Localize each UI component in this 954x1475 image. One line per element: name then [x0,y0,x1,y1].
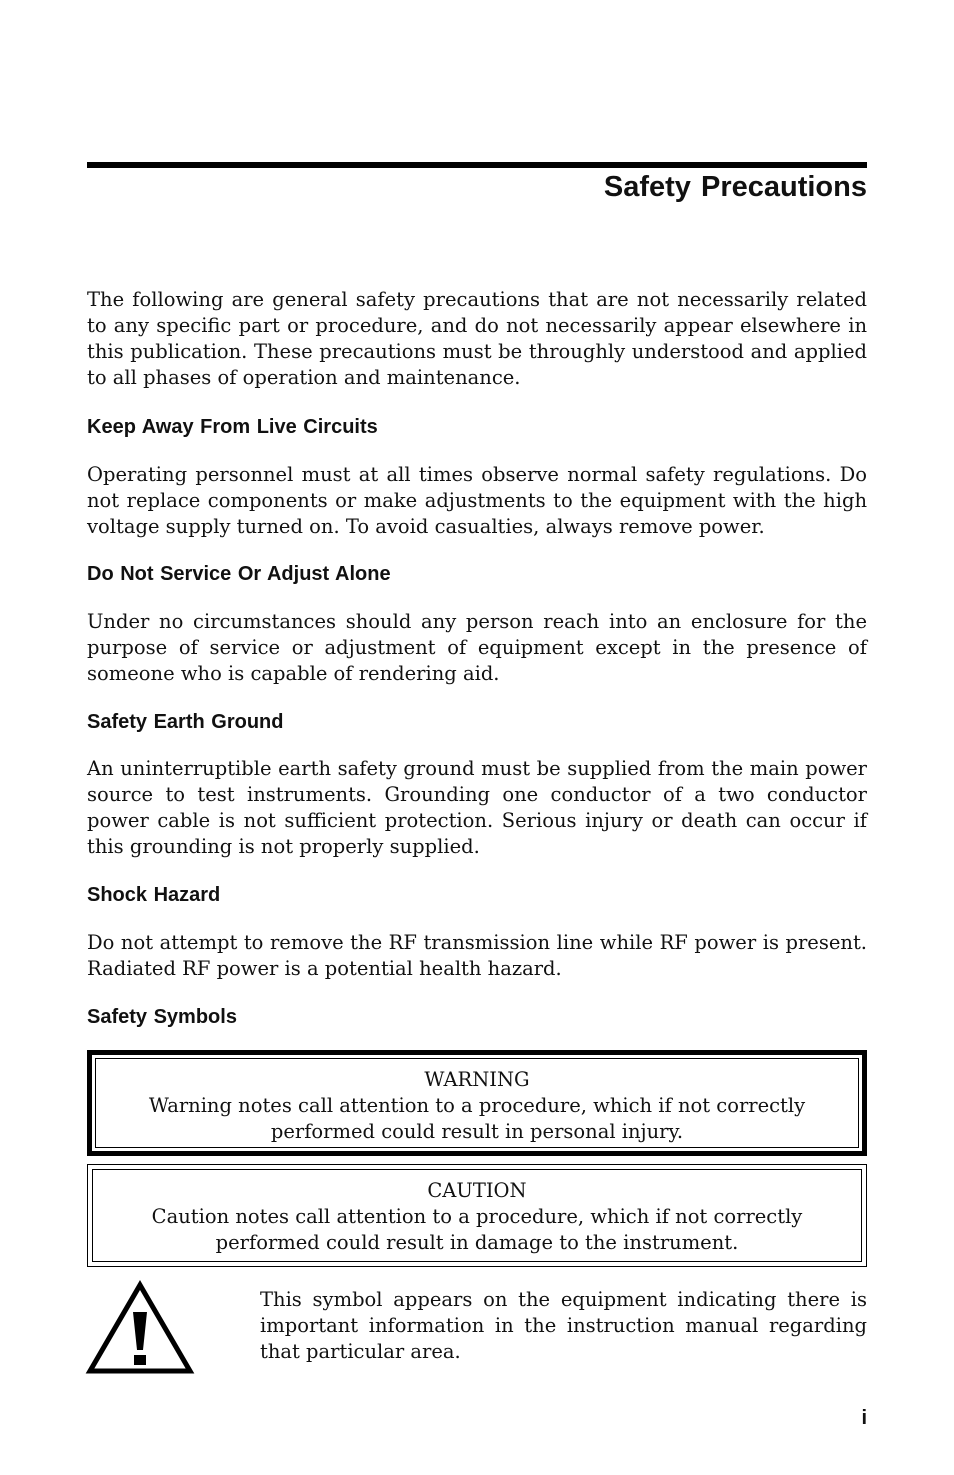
section-body-service-alone: Under no circumstances should any person reach into an enclosure for the purpose of service or adjustment of equipment except in the presence of someone who is capable of rendering aid. [87,610,867,685]
section-heading-live-circuits: Keep Away From Live Circuits [87,416,378,438]
symbol-description: This symbol appears on the equipment indicating there is important information in the instruction manual regarding that particular area. [260,1288,867,1363]
caution-text-line-1: Caution notes call attention to a procedure, which if not correctly [151,1205,803,1228]
intro-paragraph: The following are general safety precautions that are not necessarily related to any specific part or procedure, and do not necessarily appear elsewhere in this publication. These precautions must be throughly understood and applied to all phases of operation and maintenance. [87,288,867,389]
page-title: Safety Precautions [603,171,867,203]
section-body-shock-hazard: Do not attempt to remove the RF transmission line while RF power is present. Radiated RF power is a potential health hazard. [87,931,867,980]
section-body-earth-ground: An uninterruptible earth safety ground must be supplied from the main power source to test instruments. Grounding one conductor of a two conductor power cable is not sufficient protection. Serious injury or death can occur if this grounding is not properly supplied. [87,757,867,858]
page-number: i [861,1407,867,1429]
page [87,0,867,1475]
caution-box [87,1164,867,1267]
warning-box [87,1050,867,1156]
caution-text-line-2: performed could result in damage to the instrument. [215,1231,739,1254]
section-heading-safety-symbols: Safety Symbols [87,1006,237,1028]
section-heading-earth-ground: Safety Earth Ground [87,711,284,733]
section-heading-shock-hazard: Shock Hazard [87,884,221,906]
section-body-live-circuits: Operating personnel must at all times observe normal safety regulations. Do not replace components or make adjustments to the equipment with the high voltage supply turned on. To avoid casualties, always remove power. [87,463,867,538]
warning-text-line-2: performed could result in personal injury. [270,1120,684,1143]
warning-label: WARNING [424,1068,530,1091]
caution-box-inner [92,1169,862,1262]
caution-label: CAUTION [427,1179,527,1202]
warning-text-line-1: Warning notes call attention to a procedure, which if not correctly [148,1094,806,1117]
section-heading-service-alone: Do Not Service Or Adjust Alone [87,563,391,585]
warning-box-inner [95,1058,859,1148]
warning-triangle-icon [85,1280,195,1376]
